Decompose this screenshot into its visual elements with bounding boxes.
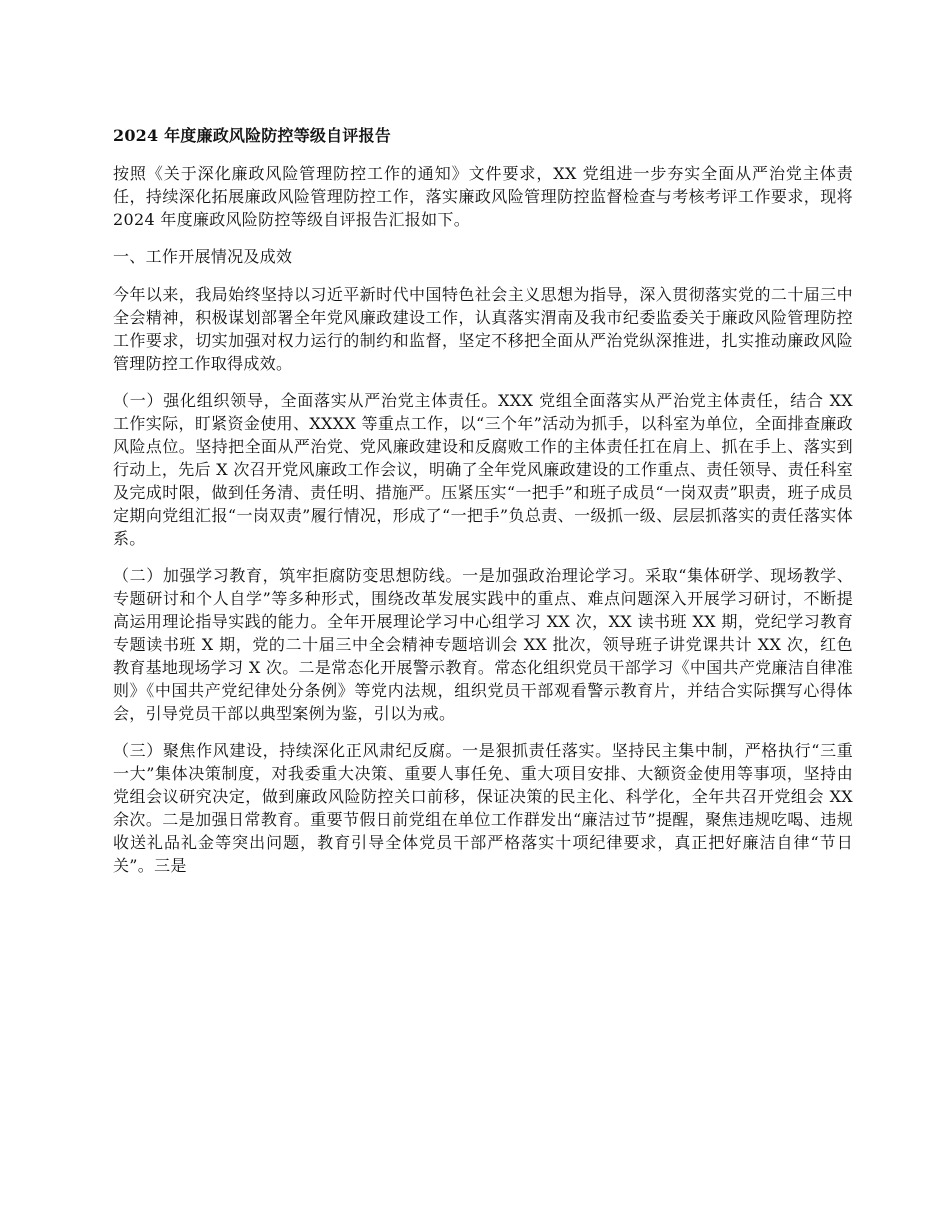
intro-paragraph: 按照《关于深化廉政风险管理防控工作的通知》文件要求，XX 党组进一步夯实全面从严治党主体责任，持续深化拓展廉政风险管理防控工作，落实廉政风险管理防控监督检查与考核考评工作要求，现将 2024 年度廉政风险防控等级自评报告汇报如下。 (113, 164, 853, 229)
item-1-paragraph: （一）强化组织领导，全面落实从严治党主体责任。XXX 党组全面落实从严治党主体责任，结合 XX 工作实际，盯紧资金使用、XXXX 等重点工作，以“三个年”活动为抓手，以科室为单位，全面排查廉政风险点位。坚持把全面从严治党、党风廉政建设和反腐败工作的主体责任扛在肩上、抓在手上、落实到行动上，先后 X 次召开党风廉政工作会议，明确了全年党风廉政建设的工作重点、责任领导、责任科室及完成时限，做到任务清、责任明、措施严。压紧压实“一把手”和班子成员“一岗双责”职责，班子成员定期向党组汇报“一岗双责”履行情况，形成了“一把手”负总责、一级抓一级、层层抓落实的责任落实体系。 (113, 391, 853, 548)
overview-paragraph: 今年以来，我局始终坚持以习近平新时代中国特色社会主义思想为指导，深入贯彻落实党的二十届三中全会精神，积极谋划部署全年党风廉政建设工作，认真落实渭南及我市纪委监委关于廉政风险管理防控工作要求，切实加强对权力运行的制约和监督，坚定不移把全面从严治党纵深推进，扎实推动廉政风险管理防控工作取得成效。 (113, 285, 853, 373)
item-3-paragraph: （三）聚焦作风建设，持续深化正风肃纪反腐。一是狠抓责任落实。坚持民主集中制，严格执行“三重一大”集体决策制度，对我委重大决策、重要人事任免、重大项目安排、大额资金使用等事项，坚持由党组会议研究决定，做到廉政风险防控关口前移，保证决策的民主化、科学化，全年共召开党组会 XX 余次。二是加强日常教育。重要节假日前党组在单位工作群发出“廉洁过节”提醒，聚焦违规吃喝、违规收送礼品礼金等突出问题，教育引导全体党员干部严格落实十项纪律要求，真正把好廉洁自律“节日关”。三是 (113, 741, 853, 875)
section-heading-work-progress: 一、工作开展情况及成效 (113, 247, 293, 266)
document-page (113, 124, 853, 891)
document-title: 2024 年度廉政风险防控等级自评报告 (113, 126, 391, 145)
item-2-paragraph: （二）加强学习教育，筑牢拒腐防变思想防线。一是加强政治理论学习。采取“集体研学、现场教学、专题研讨和个人自学”等多种形式，围绕改革发展实践中的重点、难点问题深入开展学习研讨，不断提高运用理论指导实践的能力。全年开展理论学习中心组学习 XX 次，XX 读书班 XX 期，党纪学习教育专题读书班 X 期，党的二十届三中全会精神专题培训会 XX 批次，领导班子讲党课共计 XX 次，红色教育基地现场学习 X 次。二是常态化开展警示教育。常态化组织党员干部学习《中国共产党廉洁自律准则》《中国共产党纪律处分条例》等党内法规，组织党员干部观看警示教育片，并结合实际撰写心得体会，引导党员干部以典型案例为鉴，引以为戒。 (113, 566, 853, 723)
